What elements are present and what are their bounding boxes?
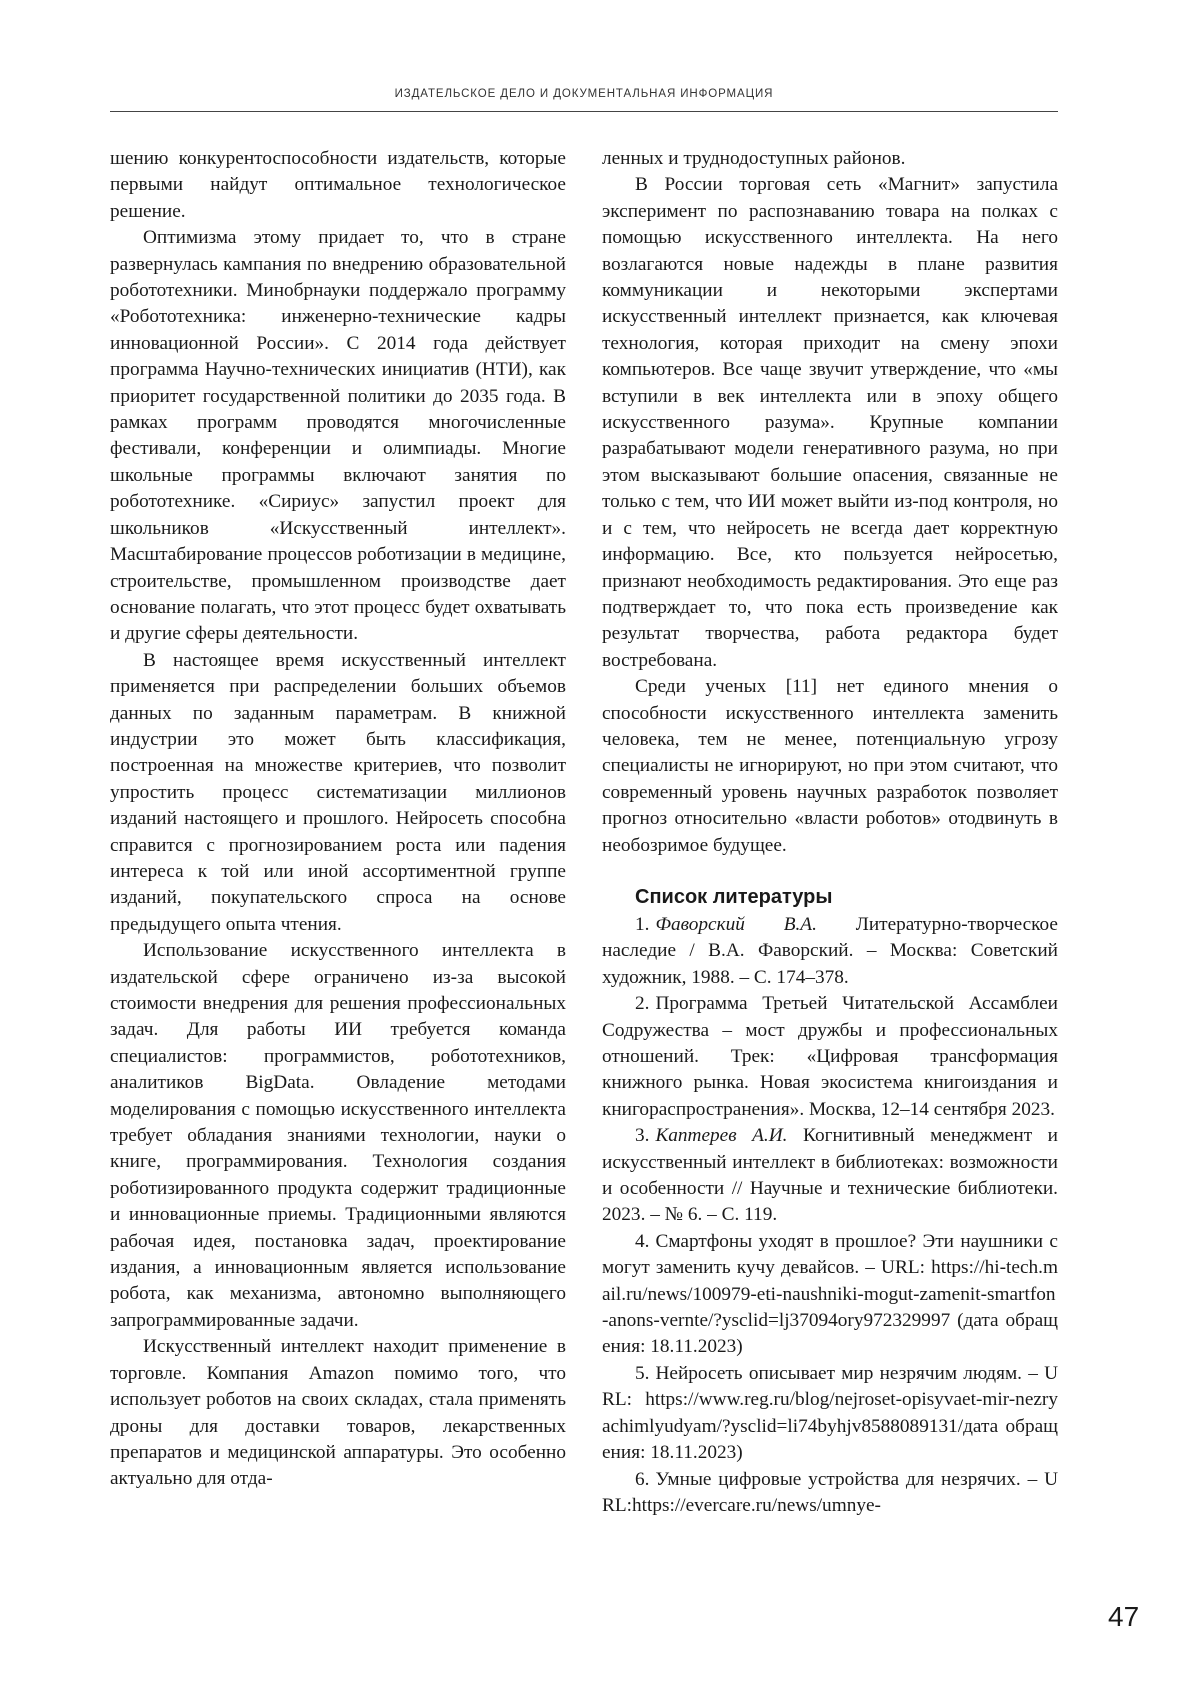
- body-paragraph: ленных и труднодоступных районов.: [602, 148, 906, 169]
- header-divider: [110, 111, 1058, 112]
- body-paragraph: В настоящее время искусственный интеллект применяется при распределении больших объемов данных по заданным параметрам. В книжной индустрии это может быть классификация, построенная на множестве критериев, что позволит упростить процесс систематизации миллионов изданий настоящего и прошлого. Нейросеть способна справится с прогнозированием роста или падения интереса к той или иной ассортиментной группе изданий, покупательского спроса на основе предыдущего опыта чтения.: [110, 649, 566, 935]
- reference-author: Каптерев А.И.: [655, 1125, 788, 1147]
- reference-text: Нейросеть описывает мир незрячим людям. – URL: https://www.reg.ru/blog/nejroset-opisyvaet-mir-nezryachimlyudyam/?ysclid=li74byhjv8588089131/дата обращения: 18.11.2023): [602, 1362, 1058, 1464]
- page-number: 47: [1108, 1601, 1140, 1632]
- reference-author: Фаворский В.А.: [655, 913, 817, 935]
- body-paragraph: шению конкурентоспособности издательств, которые первыми найдут оптимальное технологическое решение.: [110, 148, 566, 222]
- body-paragraph: Среди ученых [11] нет единого мнения о способности искусственного интеллекта заменить человека, тем не менее, потенциальную угрозу специалисты не игнорируют, но при этом считают, что современный уровень научных разработок позволяет прогноз относительно «власти роботов» отодвинуть в необозримое будущее.: [602, 676, 1058, 856]
- reference-number: 5.: [635, 1362, 650, 1384]
- body-paragraph: Искусственный интеллект находит применение в торговле. Компания Amazon помимо того, что использует роботов на своих складах, стала применять дроны для доставки товаров, лекарственных препаратов и медицинской аппаратуры. Это особенно актуально для отда-: [110, 1336, 566, 1490]
- right-column: [602, 146, 1058, 1519]
- reference-item: [602, 991, 1058, 1123]
- reference-item: [602, 912, 1058, 991]
- reference-item: [602, 1361, 1058, 1467]
- reference-item: [602, 1467, 1058, 1520]
- reference-text: Программа Третьей Читательской Ассамблеи Содружества – мост дружбы и профессиональных отношений. Трек: «Цифровая трансформация книжного рынка. Новая экосистема книгоиздания и книгораспространения». Москва, 12–14 сентября 2023.: [602, 993, 1058, 1120]
- reference-number: 3.: [635, 1125, 650, 1147]
- reference-list: [602, 912, 1058, 1519]
- reference-text: Умные цифровые устройства для незрячих. – URL:https://evercare.ru/news/umnye-: [602, 1468, 1058, 1516]
- reference-item: [602, 1229, 1058, 1361]
- reference-text: Литературно-творческое наследие / В.А. Фаворский. – Москва: Советский художник, 1988. – С. 174–378.: [602, 913, 1058, 988]
- reference-text: Когнитивный менеджмент и искусственный интеллект в библиотеках: возможности и особенности // Научные и технические библиотеки. 2023. – № 6. – С. 119.: [602, 1125, 1058, 1226]
- reference-number: 6.: [635, 1468, 650, 1490]
- running-title: ИЗДАТЕЛЬСКОЕ ДЕЛО И ДОКУМЕНТАЛЬНАЯ ИНФОРМАЦИЯ: [394, 88, 774, 100]
- body-paragraph: Оптимизма этому придает то, что в стране развернулась кампания по внедрению образовательной робототехники. Минобрнауки поддержало программу «Робототехника: инженерно-технические кадры инновационной России». С 2014 года действует программа Научно-технических инициатив (НТИ), как приоритет государственной политики до 2035 года. В рамках программ проводятся многочисленные фестивали, конференции и олимпиады. Многие школьные программы включают занятия по робототехнике. «Сириус» запустил проект для школьников «Искусственный интеллект». Масштабирование процессов роботизации в медицине, строительстве, промышленном производстве дает основание полагать, что этот процесс будет охватывать и другие сферы деятельности.: [110, 227, 566, 645]
- body-paragraph: В России торговая сеть «Магнит» запустила эксперимент по распознаванию товара на полках с помощью искусственного интеллекта. На него возлагаются новые надежды в плане развития коммуникации и некоторыми экспертами искусственный интеллект признается, как ключевая технология, которая приходит на смену эпохи компьютеров. Все чаще звучит утверждение, что «мы вступили в век интеллекта или в эпоху общего искусственного разума». Крупные компании разрабатывают модели генеративного разума, но при этом высказывают большие опасения, связанные не только с тем, что ИИ может выйти из-под контроля, но и с тем, что нейросеть не всегда дает корректную информацию. Все, кто пользуется нейросетью, признают необходимость редактирования. Это еще раз подтверждает то, что пока есть произведение как результат творчества, работа редактора будет востребована.: [602, 174, 1058, 671]
- reference-number: 4.: [635, 1230, 650, 1252]
- left-column: [110, 146, 566, 1493]
- reference-text: Смартфоны уходят в прошлое? Эти наушники смогут заменить кучу девайсов. – URL: https://hi-tech.mail.ru/news/100979-eti-naushniki-mogut-zamenit-smartfon-anons-vernte/?ysclid=lj37094ory972329997 (дата обращения: 18.11.2023): [602, 1230, 1058, 1358]
- references-heading: Список литературы: [635, 885, 833, 908]
- reference-number: 1.: [635, 913, 650, 935]
- body-paragraph: Использование искусственного интеллекта в издательской сфере ограничено из-за высокой стоимости внедрения для решения профессиональных задач. Для работы ИИ требуется команда специалистов: программистов, робототехников, аналитиков BigData. Овладение методами моделирования с помощью искусственного интеллекта требует обладания знаниями технологии, науки о книге, программирования. Технология создания роботизированного продукта содержит традиционные и инновационные приемы. Традиционными являются рабочая идея, постановка задач, проектирование издания, а инновационным является использование робота, как механизма, автономно выполняющего запрограммированные задачи.: [110, 940, 566, 1331]
- reference-number: 2.: [635, 993, 650, 1015]
- reference-item: [602, 1123, 1058, 1229]
